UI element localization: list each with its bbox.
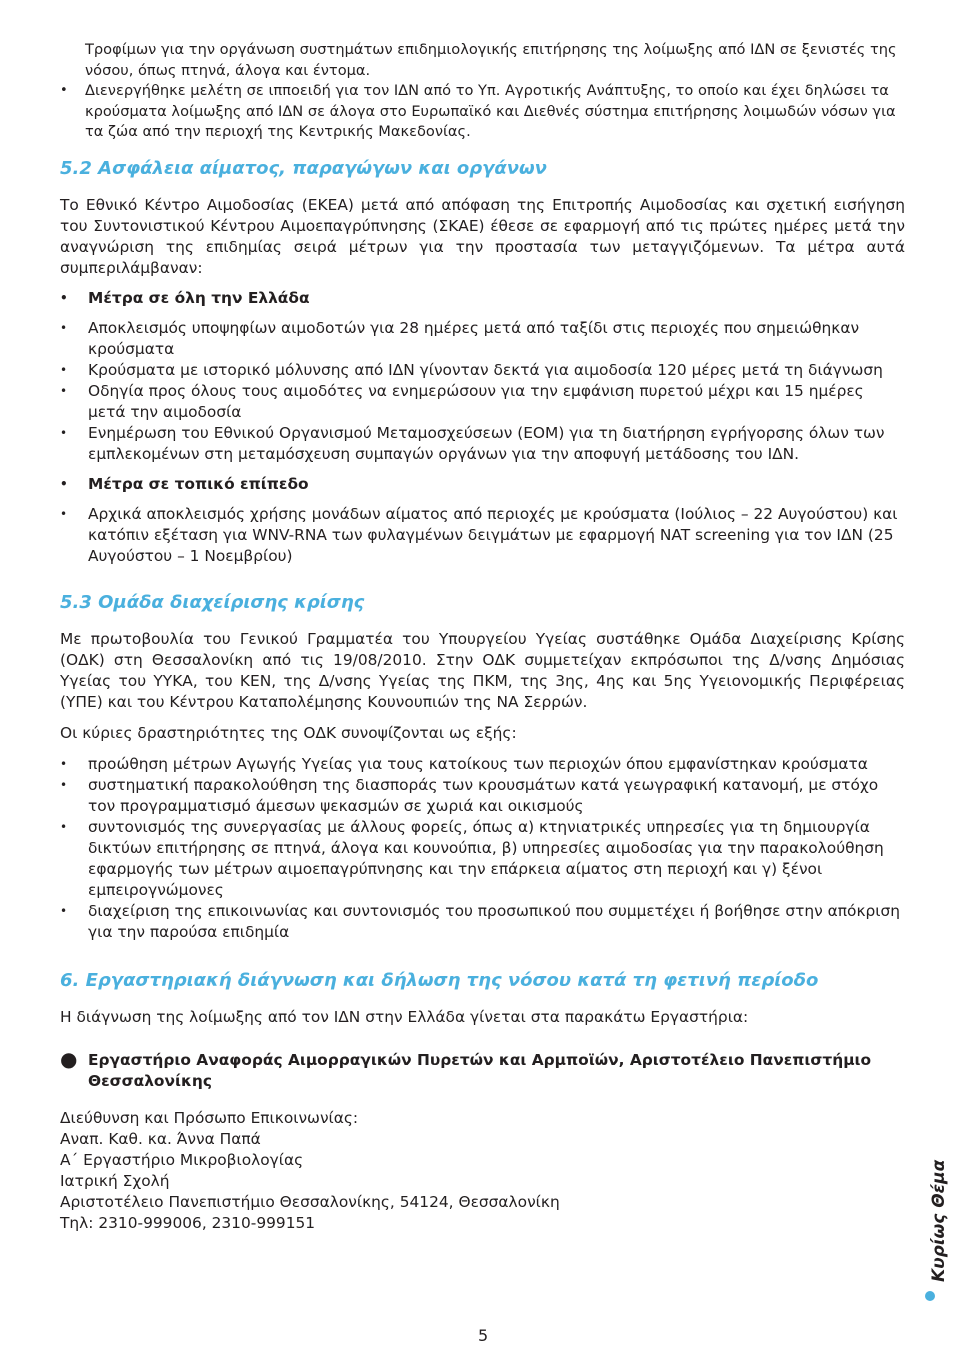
contact-line: Α΄ Εργαστήριο Μικροβιολογίας <box>60 1150 304 1169</box>
lab-name: Εργαστήριο Αναφοράς Αιμορραγικών Πυρετών και Αρμποϊών, Αριστοτέλειο Πανεπιστήμιο Θεσσαλονίκης <box>88 1050 872 1090</box>
section-5-2-paragraph: Το Εθνικό Κέντρο Αιμοδοσίας (ΕΚΕΑ) μετά από απόφαση της Επιτροπής Αιμοδοσίας και σχετική εισήγηση του Συντονιστικού Κέντρου Αιμοεπαγρύπνησης (ΣΚΑΕ) έθεσε σε εφαρμογή από τις πρώτες ημέρες μετά την αναγνώριση της επιδημίας σειρά μέτρων για την προστασία των μεταγγιζόμενων. Τα μέτρα αυτά συμπεριλάμβαναν: <box>60 195 905 277</box>
list-item-text: Ενημέρωση του Εθνικού Οργανισμού Μεταμοσχεύσεων (ΕΟΜ) για τη διατήρηση εγρήγορσης όλων των εμπλεκομένων στη μεταμόσχευση συμπαγών οργάνων για την αποφυγή μετάδοσης του ΙΔΝ. <box>88 423 885 463</box>
contact-line: Αριστοτέλειο Πανεπιστήμιο Θεσσαλονίκης, 54124, Θεσσαλονίκη <box>60 1192 560 1211</box>
list-item-text: Κρούσματα με ιστορικό μόλυνσης από ΙΔΝ γίνονταν δεκτά για αιμοδοσία 120 μέρες μετά τη διάγνωση <box>88 360 883 379</box>
section-6-paragraph: Η διάγνωση της λοίμωξης από τον ΙΔΝ στην Ελλάδα γίνεται στα παρακάτω Εργαστήρια: <box>60 1007 749 1026</box>
list-item-text: Αρχικά αποκλεισμός χρήσης μονάδων αίματος από περιοχές με κρούσματα (Ιούλιος – 22 Αυγούστου) και κατόπιν εξέταση για WNV-RNA των φυλαγμένων δειγμάτων με εφαρμογή NAT screening για τον ΙΔΝ (25 Αυγούστου – 1 Νοεμβρίου) <box>88 504 898 565</box>
bullet-dot-icon: • <box>60 320 68 335</box>
contact-line: Ιατρική Σχολή <box>60 1171 170 1190</box>
section-side-label: Κυρίως Θέμα <box>929 1159 949 1282</box>
list-item <box>60 504 905 567</box>
list-item-text: Αποκλεισμός υποψηφίων αιμοδοτών για 28 ημέρες μετά από ταξίδι στις περιοχές που σημειώθηκαν κρούσματα <box>88 318 860 358</box>
section-5-2-body <box>60 195 905 279</box>
contact-line: Διεύθυνση και Πρόσωπο Επικοινωνίας: <box>60 1108 359 1127</box>
intro-block <box>60 40 905 143</box>
list-item <box>60 423 905 465</box>
section-5-3-paragraph-1: Με πρωτοβουλία του Γενικού Γραμματέα του Υπουργείου Υγείας συστάθηκε Ομάδα Διαχείρισης Κρίσης (ΟΔΚ) στη Θεσσαλονίκη από τις 19/08/2010. Στην ΟΔΚ συμμετείχαν εκπρόσωποι της Δ/νσης Δημόσιας Υγείας του ΥΥΚΑ, του ΚΕΝ, της Δ/νσης Υγείας της ΠΚΜ, της 3ης, 4ης και 5ης Υγειονομικής Περιφέρειας (ΥΠΕ) και του Κέντρου Καταπολέμησης Κουνουπιών της ΝΑ Σερρών. <box>60 629 905 711</box>
bullet-dot-icon: • <box>60 290 68 305</box>
local-measures-heading-text: Μέτρα σε τοπικό επίπεδο <box>88 474 309 493</box>
lab-entry <box>60 1046 905 1092</box>
section-5-3-heading: 5.3 Ομάδα διαχείρισης κρίσης <box>60 591 365 613</box>
list-item <box>60 318 905 360</box>
national-measures-list <box>60 288 905 567</box>
page-number: 5 <box>478 1326 489 1345</box>
intro-continuation: Τροφίμων για την οργάνωση συστημάτων επιδημιολογικής επιτήρησης της λοίμωξης από ΙΔΝ σε ξενιστές της νόσου, όπως πτηνά, άλογα και έντομα. <box>85 41 897 79</box>
national-measures-heading-text: Μέτρα σε όλη την Ελλάδα <box>88 288 310 307</box>
page-content <box>60 40 905 1234</box>
list-item <box>60 381 905 423</box>
bullet-dot-icon: ● <box>60 1046 78 1071</box>
section-5-3-paragraph-2: Οι κύριες δραστηριότητες της ΟΔΚ συνοψίζονται ως εξής: <box>60 723 517 742</box>
bullet-dot-icon: • <box>60 819 68 834</box>
intro-bullet-text: Διενεργήθηκε μελέτη σε ιπποειδή για τον ΙΔΝ από το Υπ. Αγροτικής Ανάπτυξης, το οποίο και έχει δηλώσει τα κρούσματα λοίμωξης από ΙΔΝ σε άλογα στο Ευρωπαϊκό και Διεθνές σύστημα επιτήρησης λοιμωδών νόσων για τα ζώα από την περιοχή της Κεντρικής Μακεδονίας. <box>85 82 896 140</box>
list-item <box>60 817 905 901</box>
local-measures-heading <box>60 474 905 495</box>
bullet-dot-icon: • <box>60 383 68 398</box>
bullet-dot-icon: • <box>60 506 68 521</box>
bullet-dot-icon: • <box>60 83 68 98</box>
contact-line: Τηλ: 2310-999006, 2310-999151 <box>60 1213 316 1232</box>
bullet-dot-icon: • <box>60 425 68 440</box>
list-item <box>60 775 905 817</box>
crisis-activities-list <box>60 754 905 943</box>
bullet-dot-icon: • <box>60 362 68 377</box>
bullet-dot-icon: • <box>60 903 68 918</box>
list-item-text: συστηματική παρακολούθηση της διασποράς των κρουσμάτων κατά γεωγραφική κατανομή, με στόχο τον προγραμματισμό άμεσων ψεκασμών σε χωριά και οικισμούς <box>88 775 879 815</box>
national-measures-heading <box>60 288 905 309</box>
section-6-body <box>60 1007 905 1028</box>
section-5-2-heading: 5.2 Ασφάλεια αίματος, παραγώγων και οργάνων <box>60 157 547 179</box>
contact-line: Αναπ. Καθ. κα. Άννα Παπά <box>60 1129 261 1148</box>
bullet-dot-icon: • <box>60 777 68 792</box>
intro-bullet <box>60 81 905 143</box>
accent-dot-icon <box>925 1291 935 1301</box>
section-6-heading: 6. Εργαστηριακή διάγνωση και δήλωση της νόσου κατά τη φετινή περίοδο <box>60 969 819 991</box>
list-item <box>60 360 905 381</box>
bullet-dot-icon: • <box>60 476 68 491</box>
list-item-text: συντονισμός της συνεργασίας με άλλους φορείς, όπως α) κτηνιατρικές υπηρεσίες για τη δημιουργία δικτύων επιτήρησης σε πτηνά, άλογα και κουνούπια, β) υπηρεσίες αιμοδοσίας για την παρακολούθηση εφαρμογής των μέτρων αιμοεπαγρύπνησης και την επάρκεια αίματος στη περιοχή και γ) ξένοι εμπειρογνώμονες <box>88 817 884 899</box>
lab-contact-block <box>60 1108 905 1234</box>
list-item-text: προώθηση μέτρων Αγωγής Υγείας για τους κατοίκους των περιοχών όπου εμφανίστηκαν κρούσματα <box>88 754 868 773</box>
list-item-text: Οδηγία προς όλους τους αιμοδότες να ενημερώσουν για την εμφάνιση πυρετού μέχρι και 15 ημέρες μετά την αιμοδοσία <box>88 381 864 421</box>
list-item <box>60 754 905 775</box>
list-item-text: διαχείριση της επικοινωνίας και συντονισμός του προσωπικού που συμμετέχει ή βοήθησε στην απόκριση για την παρούσα επιδημία <box>88 901 900 941</box>
section-5-3-body <box>60 629 905 744</box>
list-item <box>60 901 905 943</box>
bullet-dot-icon: • <box>60 756 68 771</box>
